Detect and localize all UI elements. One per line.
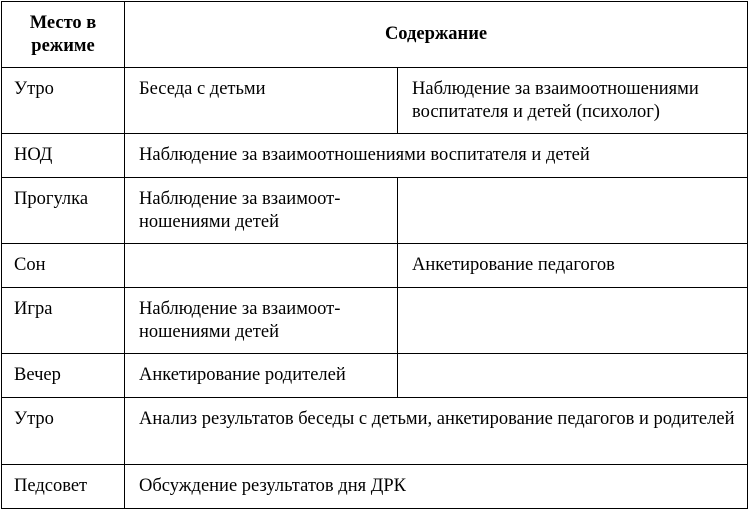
time-label: Прогулка	[14, 189, 89, 209]
content-text: Наблюдение за взаимоот-ношениями детей	[139, 299, 341, 342]
content-text: Анкетирование родителей	[139, 365, 346, 385]
header-content-label: Содержание	[384, 24, 488, 44]
time-cell	[2, 465, 125, 509]
content-cell	[398, 178, 748, 244]
content-cell-merged	[125, 134, 748, 178]
content-cell	[398, 244, 748, 288]
content-cell	[398, 288, 748, 354]
header-row	[2, 2, 748, 68]
table-row	[2, 178, 748, 244]
content-text: Наблюдение за взаимоотношениями воспитателя и детей	[139, 145, 590, 165]
content-text: Беседа с детьми	[139, 79, 266, 99]
content-cell	[125, 244, 398, 288]
header-cell-time	[2, 2, 125, 68]
table-row	[2, 288, 748, 354]
content-text: Анализ результатов беседы с детьми, анкетирование педагогов и родителей	[139, 409, 735, 429]
content-cell	[125, 178, 398, 244]
time-cell	[2, 288, 125, 354]
content-cell	[398, 68, 748, 134]
table-row	[2, 68, 748, 134]
content-cell-merged	[125, 465, 748, 509]
table-row	[2, 134, 748, 178]
content-cell	[125, 354, 398, 398]
table-row	[2, 354, 748, 398]
header-time-label: Место в режиме	[29, 12, 97, 56]
schedule-table	[1, 1, 748, 509]
time-cell	[2, 398, 125, 465]
time-label: НОД	[14, 145, 53, 165]
time-label: Вечер	[14, 365, 61, 385]
content-cell	[398, 354, 748, 398]
time-cell	[2, 134, 125, 178]
time-cell	[2, 244, 125, 288]
header-cell-content	[125, 2, 748, 68]
table-row	[2, 244, 748, 288]
content-cell	[125, 68, 398, 134]
time-label: Сон	[14, 255, 46, 275]
time-cell	[2, 178, 125, 244]
time-label: Утро	[14, 409, 54, 429]
content-text: Наблюдение за взаимоот-ношениями детей	[139, 189, 341, 232]
content-cell	[125, 288, 398, 354]
time-label: Утро	[14, 79, 54, 99]
content-text: Обсуждение результатов дня ДРК	[139, 476, 406, 496]
content-cell-merged	[125, 398, 748, 465]
table-row	[2, 465, 748, 509]
time-label: Игра	[14, 299, 53, 319]
time-label: Педсовет	[14, 476, 88, 496]
time-cell	[2, 354, 125, 398]
time-cell	[2, 68, 125, 134]
content-text: Анкетирование педагогов	[412, 255, 615, 275]
content-text: Наблюдение за взаимоотношениями воспитателя и детей (психолог)	[412, 79, 699, 122]
table-row	[2, 398, 748, 465]
